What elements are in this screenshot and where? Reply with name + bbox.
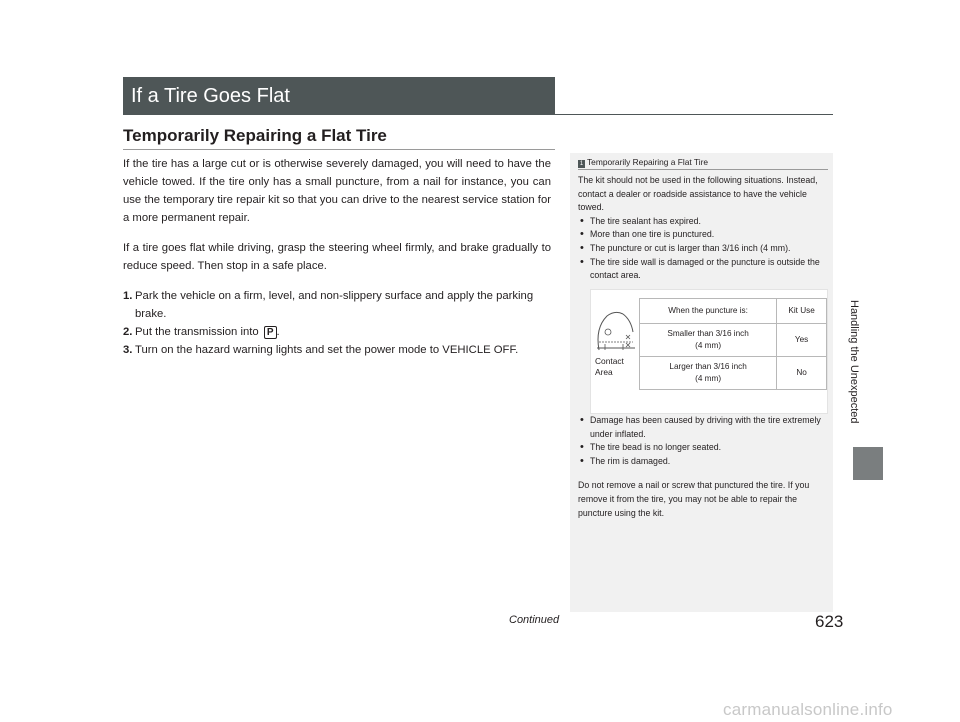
note-bullet: • The rim is damaged. [578,455,828,469]
puncture-diagram [590,289,828,414]
table-header-row [640,299,827,324]
main-body [123,155,551,359]
note-heading-text: Temporarily Repairing a Flat Tire [587,157,709,167]
note-bullet: • The tire bead is no longer seated. [578,441,828,455]
note-bullet: • More than one tire is punctured. [578,228,828,242]
chapter-title: If a Tire Goes Flat [131,85,290,107]
step-number: 1. [123,290,133,302]
note-heading [578,157,708,168]
note-bullet: • The puncture or cut is larger than 3/16 inch (4 mm). [578,242,828,256]
note-lower-block [578,414,828,520]
chapter-side-tab-label: Handling the Unexpected [848,300,860,424]
header-rule [555,114,833,115]
step-item [123,341,551,359]
section-title: Temporarily Repairing a Flat Tire [123,126,387,145]
step-suffix: . [276,326,280,338]
note-rule [578,169,828,170]
step-text: Park the vehicle on a firm, level, and non-slippery surface and apply the parking brake. [135,290,534,320]
note-intro-block [578,174,828,283]
chapter-tab-marker [853,447,883,480]
note-closing: Do not remove a nail or screw that punctured the tire. If you remove it from the tire, you may not be able to repair the puncture using the kit. [578,480,810,518]
note-bullet: • The tire sealant has expired. [578,215,828,229]
step-item [123,287,551,323]
driving-paragraph: If a tire goes flat while driving, grasp the steering wheel firmly, and brake gradually to reduce speed. Then stop in a safe place. [123,242,551,272]
page-number: 623 [815,612,844,631]
table-row [640,357,827,390]
column-header: Kit Use [777,299,827,324]
column-header: When the puncture is: [640,299,777,324]
step-number: 3. [123,344,133,356]
park-key-icon: P [264,326,277,339]
note-bullet: • The tire side wall is damaged or the puncture is outside the contact area. [578,256,828,283]
intro-paragraph: If the tire has a large cut or is otherwise severely damaged, you will need to have the vehicle towed. If the tire only has a small puncture, from a nail for instance, you can use the temporary tire repair kit so that you can drive to the nearest service station for a more permanent repair. [123,158,551,224]
table-cell: Yes [777,324,827,357]
table-cell: Smaller than 3/16 inch (4 mm) [640,324,777,357]
steps-list [123,287,551,359]
note-panel [570,153,833,612]
continued-label: Continued [509,614,560,626]
chapter-header [123,77,555,115]
puncture-table [639,298,827,390]
section-rule [123,149,555,150]
tire-contact-icon [593,298,639,358]
note-intro: The kit should not be used in the following situations. Instead, contact a dealer or roadside assistance to have the vehicle towed. [578,175,818,213]
note-number-icon: 1 [579,161,584,167]
table-cell: Larger than 3/16 inch (4 mm) [640,357,777,390]
table-cell: No [777,357,827,390]
table-row [640,324,827,357]
note-bullet: • Damage has been caused by driving with the tire extremely under inflated. [578,414,828,441]
step-item [123,323,551,341]
watermark: carmanualsonline.info [723,700,893,719]
contact-area-label: Contact Area [595,356,624,377]
step-text: Turn on the hazard warning lights and set the power mode to VEHICLE OFF. [135,344,519,356]
step-number: 2. [123,326,133,338]
step-text: Put the transmission into [135,326,259,338]
